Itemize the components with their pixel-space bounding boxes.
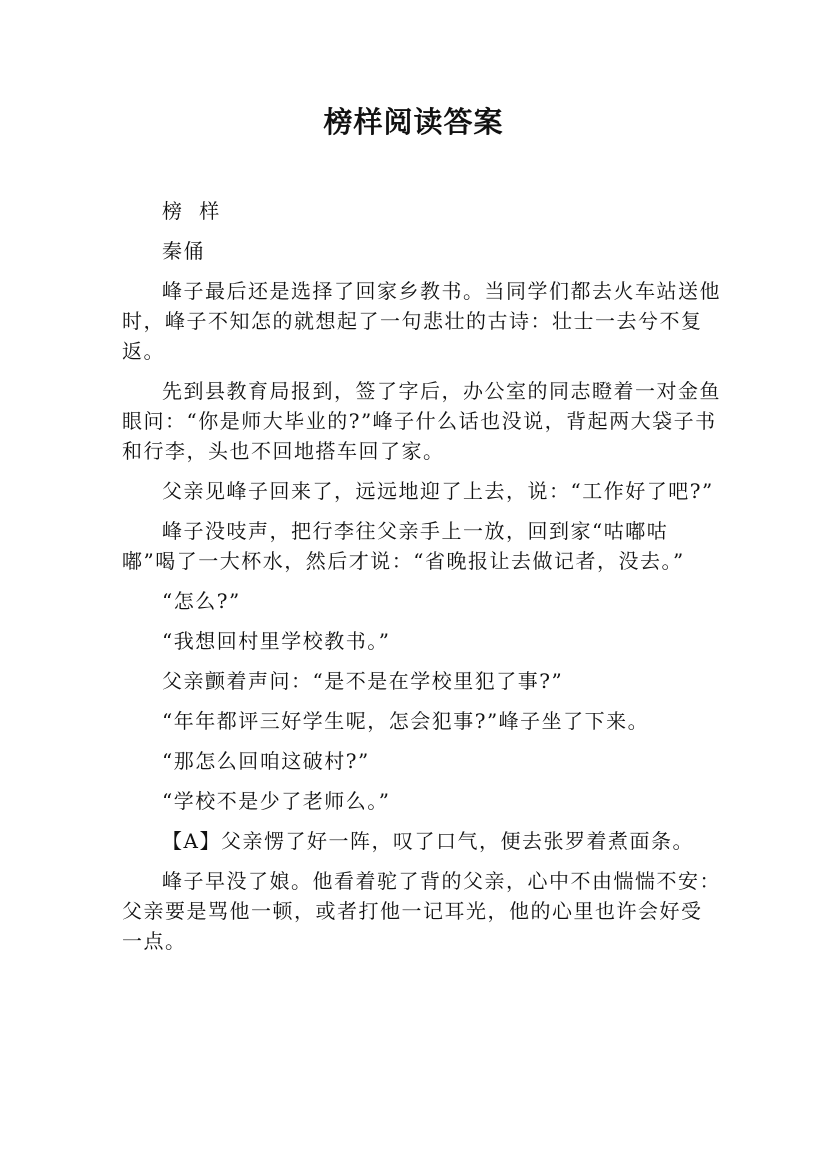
dialogue-line: “怎么?” bbox=[162, 589, 241, 613]
story-title: 榜 样 bbox=[162, 199, 221, 223]
dialogue-line: “学校不是少了老师么。” bbox=[162, 789, 391, 813]
story-author: 秦俑 bbox=[162, 239, 205, 263]
dialogue-line: “我想回村里学校教书。” bbox=[162, 629, 391, 653]
document-title: 榜样阅读答案 bbox=[323, 105, 504, 139]
marked-paragraph-a: 【A】父亲愣了好一阵，叹了口气，便去张罗着煮面条。 bbox=[162, 829, 694, 853]
dialogue-line: 父亲颤着声问：“是不是在学校里犯了事?” bbox=[162, 669, 564, 693]
paragraph: 先到县教育局报到，签了字后，办公室的同志瞪着一对金鱼眼问：“你是师大毕业的?”峰子什么话也没说，背起两大袋子书和行李，头也不回地搭车回了家。 bbox=[122, 379, 721, 463]
paragraph: 峰子最后还是选择了回家乡教书。当同学们都去火车站送他时，峰子不知怎的就想起了一句悲壮的古诗：壮士一去兮不复返。 bbox=[122, 279, 721, 363]
paragraph: 峰子没吱声，把行李往父亲手上一放，回到家“咕嘟咕嘟”喝了一大杯水，然后才说：“省晚报让去做记者，没去。” bbox=[122, 519, 685, 573]
document-body bbox=[122, 196, 722, 966]
paragraph: 峰子早没了娘。他看着驼了背的父亲，心中不由惴惴不安：父亲要是骂他一顿，或者打他一记耳光，他的心里也许会好受一点。 bbox=[122, 869, 721, 953]
dialogue-line: “那怎么回咱这破村?” bbox=[162, 749, 370, 773]
paragraph: 父亲见峰子回来了，远远地迎了上去，说：“工作好了吧?” bbox=[162, 479, 714, 503]
dialogue-line: “年年都评三好学生呢，怎会犯事?”峰子坐了下来。 bbox=[162, 709, 650, 733]
